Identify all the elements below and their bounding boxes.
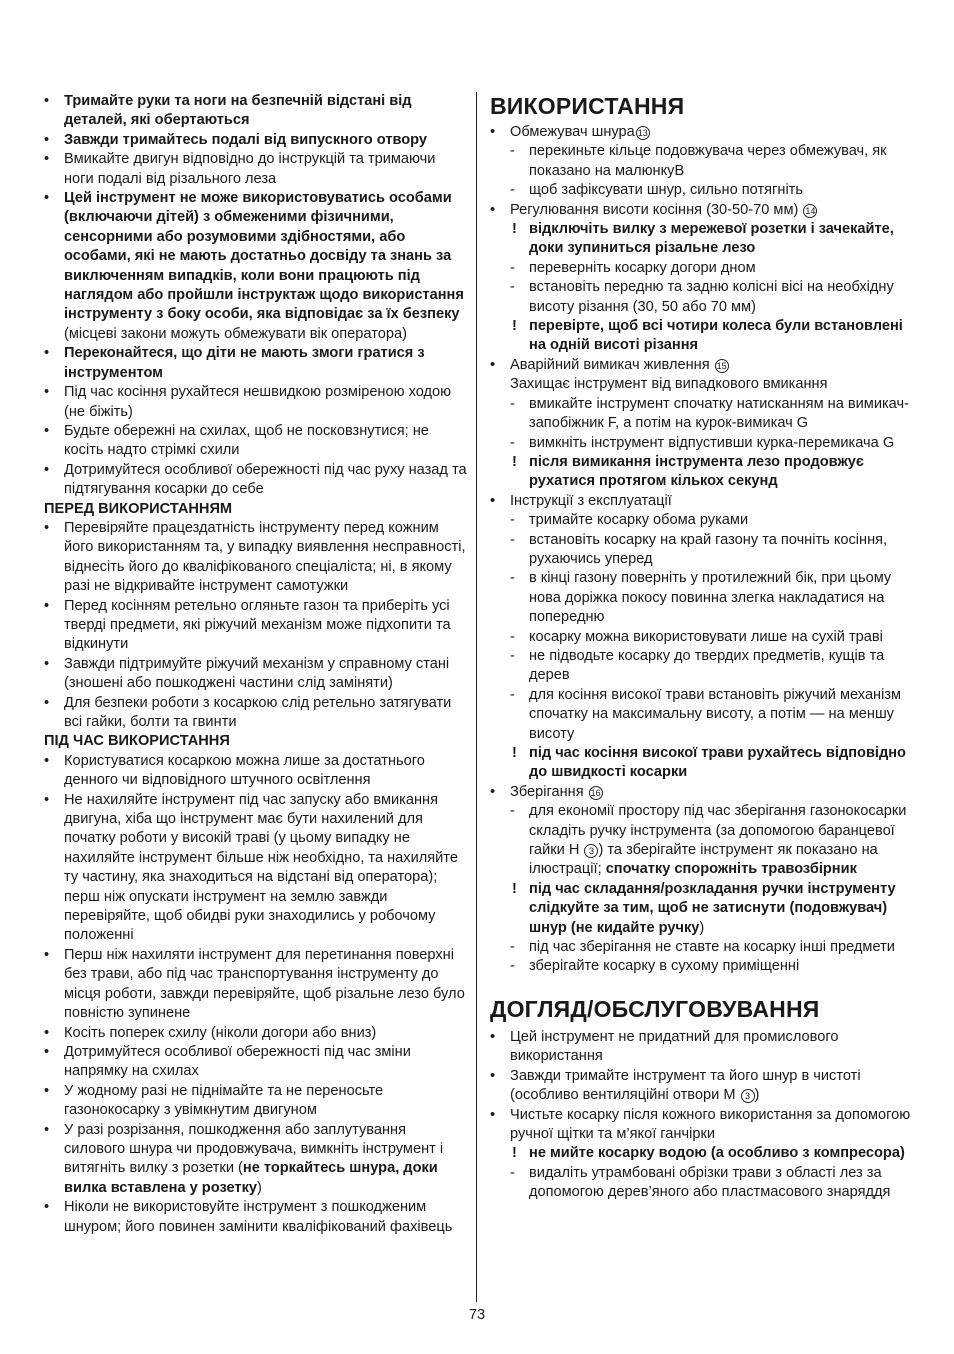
dash-marker: - <box>510 395 515 412</box>
dash-item <box>490 628 914 647</box>
text-segment: для косіння високої трави встановіть ріжучий механізм спочатку на максимальну висоту, а потім — на меншу висоту <box>529 686 902 742</box>
text-segment: Регулювання висоти косіння (30-50-70 мм) <box>510 201 803 218</box>
text-segment: зберігайте косарку в сухому приміщенні <box>529 958 800 975</box>
dash-marker: - <box>510 647 515 664</box>
bullet-item <box>44 422 468 461</box>
bullet-item <box>44 344 468 383</box>
dash-item <box>490 802 914 880</box>
text-segment: Перевіряйте працездатність інструменту перед кожним його використанням та, у випадку виявлення несправності, віднесіть його до кваліфікованого спеціаліста; ні, в якому разі не відкривайте інструмент самотужки <box>64 519 466 595</box>
text-segment: ) <box>257 1179 262 1196</box>
dash-item <box>490 938 914 957</box>
bullet-item <box>490 1106 914 1145</box>
bullet-item <box>44 597 468 655</box>
text-segment: тримайте косарку обома руками <box>529 512 749 529</box>
text-segment: ПІД ЧАС ВИКОРИСТАННЯ <box>44 733 230 750</box>
text-segment: відключіть вилку з мережевої розетки і зачекайте, доки зупиниться різальне лезо <box>529 221 894 257</box>
text-segment: не торкайтесь шнура, доки вилка вставлена у розетку <box>64 1160 438 1196</box>
bullet-item <box>44 150 468 189</box>
excl-marker: ! <box>512 221 517 238</box>
dash-marker: - <box>510 512 515 529</box>
excl-marker: ! <box>512 745 517 761</box>
dash-item <box>490 569 914 627</box>
subheading <box>44 732 468 751</box>
figure-ref-number: 15 <box>716 360 727 371</box>
bullet-item <box>44 946 468 1024</box>
dash-marker: - <box>510 143 515 160</box>
usage-list <box>490 123 914 977</box>
bullet-marker: • <box>44 131 50 148</box>
text-segment: Перш ніж нахиляти інструмент для перетинання поверхні без трави, або під час транспортування інструменту до місця роботи, завжди перевіряйте, щоб різальне лезо було повністю зупинене <box>64 946 465 1022</box>
bullet-marker: • <box>44 190 50 207</box>
figure-ref-number: 3 <box>741 1089 755 1103</box>
text-segment: не підводьте косарку до твердих предметів, кущів та дерев <box>529 647 885 684</box>
bullet-marker: • <box>490 1067 496 1084</box>
dash-marker: - <box>510 628 515 645</box>
text-segment: Зберігання <box>510 783 588 800</box>
bullet-item <box>44 131 468 150</box>
warning-item <box>490 880 914 938</box>
bullet-item <box>490 1067 914 1106</box>
text-segment: спочатку спорожніть травозбірник <box>605 861 857 878</box>
bullet-item <box>44 791 468 946</box>
text-segment: Дотримуйтеся особливої обережності під час зміни напрямку на схилах <box>64 1043 411 1080</box>
text-segment: Захищає інструмент від випадкового вмикання <box>510 376 828 393</box>
text-segment: перекиньте кільце подовжувача через обмежувач, як показано на малюнкуB <box>529 143 887 179</box>
excl-marker: ! <box>512 1145 517 1162</box>
dash-marker: - <box>510 182 515 199</box>
bullet-item <box>44 1121 468 1199</box>
bullet-marker: • <box>44 345 50 362</box>
text-segment: щоб зафіксувати шнур, сильно потягніть <box>529 182 803 199</box>
bullet-item <box>490 783 914 802</box>
bullet-item <box>490 356 914 375</box>
warning-item <box>490 317 914 356</box>
text-segment: ) <box>754 1087 760 1104</box>
dash-item <box>490 278 914 317</box>
dash-marker: - <box>510 259 515 276</box>
bullet-item <box>490 1028 914 1067</box>
dash-item <box>490 531 914 570</box>
bullet-item <box>44 189 468 344</box>
dash-marker: - <box>510 279 515 296</box>
bullet-item <box>44 461 468 500</box>
warning-item <box>490 1144 914 1163</box>
text-segment: У жодному разі не піднімайте та не переносьте газонокосарку з увімкнутим двигуном <box>64 1082 384 1119</box>
figure-ref-number: 3 <box>584 844 598 858</box>
care-heading: ДОГЛЯД/ОБСЛУГОВУВАННЯ <box>490 995 820 1022</box>
bullet-marker: • <box>490 356 496 373</box>
bullet-marker: • <box>44 461 50 478</box>
text-segment: під час зберігання не ставте на косарку інші предмети <box>529 939 895 956</box>
bullet-item <box>490 123 914 142</box>
bullet-marker: • <box>44 946 50 963</box>
text-segment: Завжди підтримуйте ріжучий механізм у справному стані (зношені або пошкоджені частини слід заміняти) <box>64 655 450 692</box>
text-segment: Для безпеки роботи з косаркою слід ретельно затягувати всі гайки, болти та гвинти <box>64 694 452 730</box>
bullet-marker: • <box>490 492 496 509</box>
figure-ref-number: 16 <box>590 787 601 798</box>
bullet-marker: • <box>44 1024 50 1041</box>
dash-marker: - <box>510 958 515 975</box>
dash-marker: - <box>510 686 515 703</box>
dash-item <box>490 511 914 530</box>
excl-marker: ! <box>512 880 517 897</box>
bullet-marker: • <box>44 694 50 711</box>
text-segment: Під час косіння рухайтеся нешвидкою розміреною ходою (не біжіть) <box>64 384 452 420</box>
bullet-item <box>44 694 468 733</box>
bullet-marker: • <box>44 1199 50 1216</box>
bullet-marker: • <box>44 151 50 168</box>
text-segment: ) <box>699 919 705 936</box>
bullet-item <box>44 383 468 422</box>
dash-marker: - <box>510 803 515 820</box>
text-segment: Цей інструмент не придатний для промислового використання <box>510 1028 839 1065</box>
warning-item <box>490 744 914 783</box>
bullet-marker: • <box>44 752 50 769</box>
left-column <box>44 92 468 1237</box>
dash-marker: - <box>510 1164 515 1181</box>
bullet-marker: • <box>44 422 50 439</box>
dash-marker: - <box>510 939 515 956</box>
text-segment: Інструкції з експлуатації <box>510 492 672 509</box>
text-segment: під час косіння високої трави рухайтесь відповідно до швидкості косарки <box>529 745 906 781</box>
figure-ref-number: 13 <box>637 128 648 138</box>
bullet-item <box>44 1082 468 1121</box>
bullet-marker: • <box>44 1082 50 1099</box>
continuation-text <box>490 375 914 394</box>
text-segment: Обмежувач шнура <box>510 124 635 140</box>
bullet-item <box>490 201 914 220</box>
warning-item <box>490 453 914 492</box>
text-segment: Перед косінням ретельно огляньте газон та приберіть усі тверді предмети, які ріжучий механізм може підхопити та відкинути <box>64 597 451 653</box>
text-segment: Користуватися косаркою можна лише за достатнього денного чи відповідного штучного освітлення <box>64 752 425 789</box>
text-segment: Вмикайте двигун відповідно до інструкцій та тримаючи ноги подалі від різального леза <box>64 151 436 187</box>
bullet-marker: • <box>490 124 496 140</box>
text-segment: Аварійний вимикач живлення <box>510 356 714 373</box>
text-segment: Переконайтеся, що діти не мають змоги гратися з інструментом <box>64 345 425 381</box>
bullet-marker: • <box>44 655 50 672</box>
text-segment: вимкніть інструмент відпустивши курка-перемикача G <box>529 434 895 451</box>
excl-marker: ! <box>512 453 517 470</box>
text-segment: косарку можна використовувати лише на сухій траві <box>529 628 883 645</box>
bullet-marker: • <box>490 1028 496 1045</box>
text-segment: Завжди тримайте інструмент та його шнур в чистоті (особливо вентиляційні отвори M <box>510 1067 861 1104</box>
dash-item <box>490 181 914 200</box>
dash-item <box>490 142 914 181</box>
text-segment: переверніть косарку догори дном <box>529 259 756 276</box>
dash-item <box>490 647 914 686</box>
bullet-marker: • <box>44 597 50 614</box>
text-segment: Ніколи не використовуйте інструмент з пошкодженим шнуром; його повинен замінити кваліфікований фахівець <box>64 1199 453 1235</box>
bullet-marker: • <box>44 1121 50 1138</box>
text-segment: встановіть косарку на край газону та почніть косіння, рухаючись уперед <box>529 531 888 567</box>
dash-marker: - <box>510 570 515 587</box>
bullet-item <box>44 655 468 694</box>
text-segment: Тримайте руки та ноги на безпечній відстані від деталей, які обертаються <box>64 93 412 129</box>
dash-item <box>490 686 914 744</box>
text-segment: вмикайте інструмент спочатку натисканням на вимикач-запобіжник F, а потім на курок-вимикач G <box>529 395 909 432</box>
dash-item <box>490 1164 914 1203</box>
warning-item <box>490 220 914 259</box>
text-segment: У разі розрізання, пошкодження або заплутування силового шнура чи продовжувача, вимкніть інструмент і витягніть вилку з розетки ( <box>64 1121 444 1177</box>
text-segment: Цей інструмент не може використовуватись особами (включаючи дітей) з обмеженими фізичними, сенсорними або розумовими здібностями, або особами, які не мають достатньо досвіду та знань за виключенням випадків, коли вони працюють під наглядом або пройшли інструктаж щодо використання інструменту з боку особи, яка відповідає за їх безпеку <box>64 190 464 323</box>
dash-item <box>490 434 914 453</box>
text-segment: Косіть поперек схилу (ніколи догори або вниз) <box>64 1024 377 1041</box>
excl-marker: ! <box>512 318 517 335</box>
bullet-marker: • <box>490 783 496 800</box>
column-divider <box>476 92 477 1302</box>
text-segment: в кінці газону поверніть у протилежний бік, при цьому нова доріжка покосу повинна злегка накладатися на попередню <box>529 570 892 626</box>
dash-item <box>490 957 914 976</box>
bullet-marker: • <box>44 93 50 109</box>
text-segment: для економії простору під час зберігання газонокосарки складіть ручку інструмента (за допомогою баранцевої гайки H <box>529 803 907 859</box>
bullet-marker: • <box>44 791 50 808</box>
text-segment: Будьте обережні на схилах, щоб не посковзнутися; не косіть надто стрімкі схили <box>64 422 429 459</box>
text-segment: встановіть передню та задню колісні вісі на необхідну висоту різання (30, 50 або 70 мм) <box>529 279 894 315</box>
page-number: 73 <box>468 1307 486 1323</box>
usage-heading: ВИКОРИСТАННЯ <box>490 93 685 119</box>
bullet-marker: • <box>44 1043 50 1060</box>
text-segment: ) та зберігайте інструмент як показано на ілюстрації; <box>529 842 878 878</box>
dash-marker: - <box>510 434 515 451</box>
bullet-marker: • <box>490 201 496 218</box>
text-segment: Завжди тримайтесь подалі від випускного отвору <box>64 131 427 148</box>
right-column <box>490 92 914 1203</box>
text-segment: ПЕРЕД ВИКОРИСТАННЯМ <box>44 500 233 517</box>
bullet-item <box>44 519 468 597</box>
text-segment: Не нахиляйте інструмент під час запуску або вмикання двигуна, хіба що інструмент має бути нахилений для початку роботи у високій траві (у цьому випадку не нахиляйте інструмент більше ніж необхідно, та нахиляйте ту частину, яка знаходиться на відстані від оператора); перш ніж опускати інструмент на землю завжди перевіряйте, щоб обидві руки знаходились у робочому положенні <box>64 791 458 944</box>
text-segment: Дотримуйтеся особливої обережності під час руху назад та підтягування косарки до себе <box>64 461 467 498</box>
dash-marker: - <box>510 531 515 548</box>
text-segment: Чистьте косарку після кожного використання за допомогою ручної щітки та м’якої ганчірки <box>510 1106 911 1142</box>
bullet-item <box>44 1024 468 1043</box>
bullet-item <box>44 1198 468 1237</box>
bullet-marker: • <box>490 1106 496 1123</box>
care-list <box>490 1028 914 1203</box>
text-segment: перевірте, щоб всі чотири колеса були встановлені на одній висоті різання <box>529 318 903 354</box>
text-segment: не мийте косарку водою (а особливо з компресора) <box>529 1145 905 1162</box>
figure-ref-number: 14 <box>805 205 816 216</box>
text-segment: під час складання/розкладання ручки інструменту слідкуйте за тим, щоб не затиснути (подовжувач) шнур (не кидайте ручку <box>529 880 896 936</box>
text-segment: після вимикання інструмента лезо продовжує рухатися протягом кількох секунд <box>529 453 864 490</box>
bullet-item <box>490 492 914 511</box>
dash-item <box>490 259 914 278</box>
text-segment: видаліть утрамбовані обрізки трави з області лез за допомогою дерев’яного або пластмасового знаряддя <box>529 1164 891 1201</box>
bullet-item <box>44 752 468 791</box>
subheading <box>44 500 468 519</box>
text-segment: (місцеві закони можуть обмежувати вік оператора) <box>64 325 407 342</box>
bullet-item <box>44 92 468 131</box>
bullet-marker: • <box>44 384 50 401</box>
dash-item <box>490 395 914 434</box>
bullet-marker: • <box>44 519 50 536</box>
bullet-item <box>44 1043 468 1082</box>
